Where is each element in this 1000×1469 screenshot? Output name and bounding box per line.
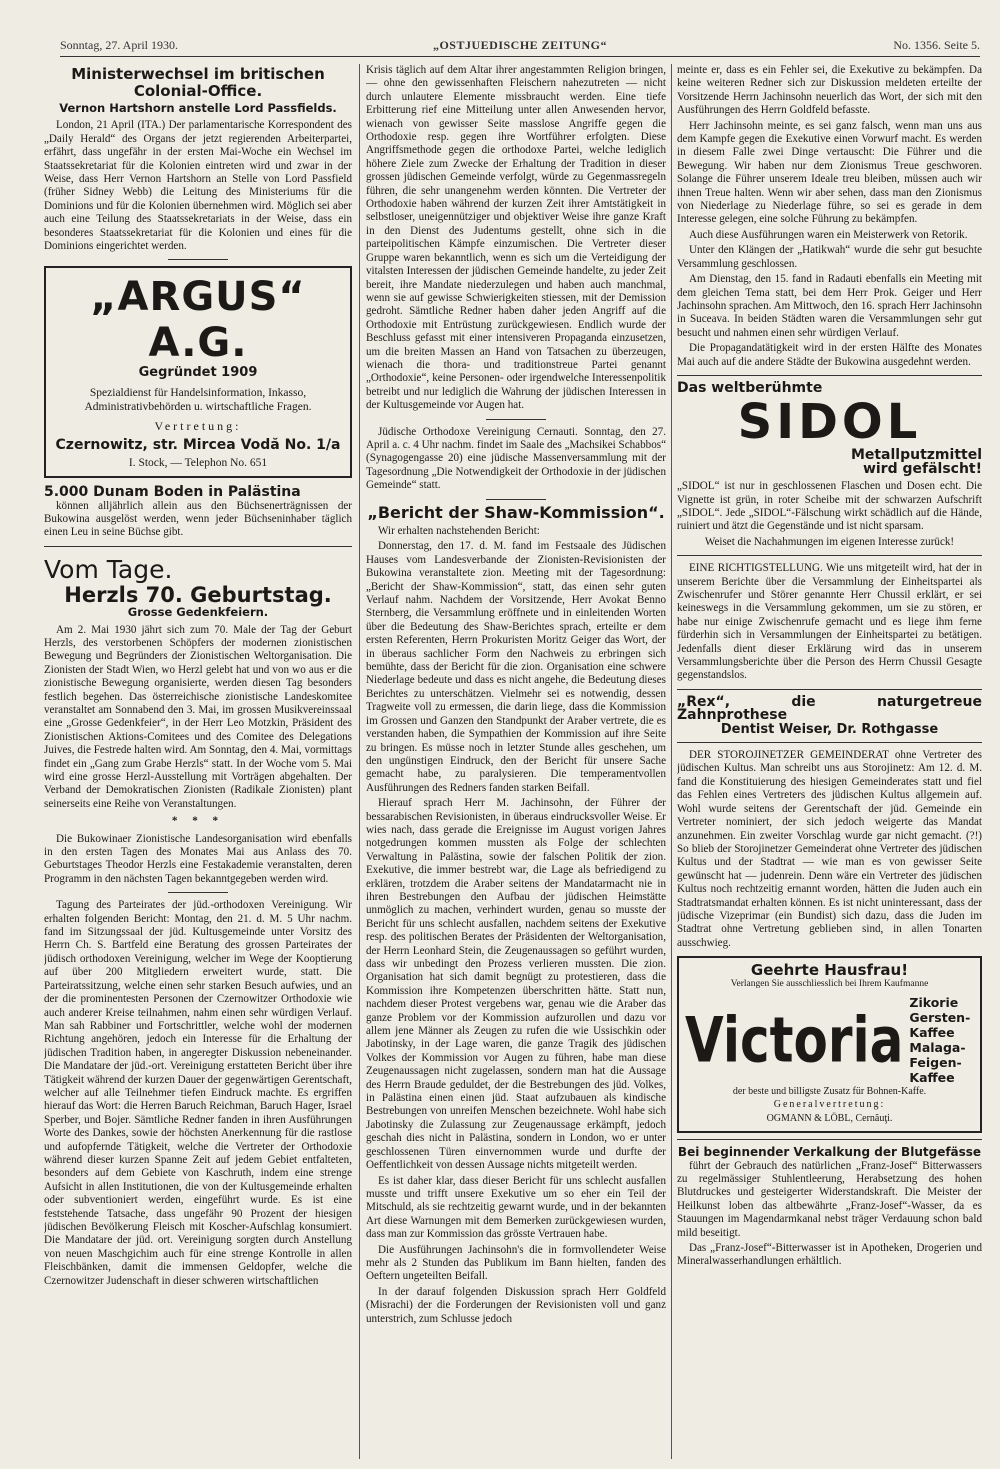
ad-subtitle: Dentist Weiser, Dr. Rothgasse (720, 721, 939, 737)
ad-body: Das „Franz-Josef“-Bitterwasser ist in Apotheken, Drogerien und Mineralwasserhandlungen erhältlich. (677, 1242, 982, 1268)
ad-warning: Weiset die Nachahmungen im eigenen Interesse zurück! (704, 535, 955, 548)
ad-body: führt der Gebrauch des natürlichen „Franz-Josef“ Bitterwassers zu regelmässiger Stuhlentleerung, Herabsetzung des hohen Blutdruckes und gesteigerter Widerstandskraft. Die Meister der Heilkunst loben das altbewährte „Franz-Josef“-Wasser, da es Stauungen im Magendarmkanal nebst träger Verdauung schon bald mild beseitigt. (677, 1159, 982, 1239)
article-body: Am Dienstag, den 15. fand in Radauti ebenfalls ein Meeting mit dem gleichen Tema statt, bei dem Herr Prok. Geiger und Herr Jachinsohn sprachen. Am Mittwoch, den 16. sprach Herr Jachinsohn in Suceava. In beiden Städten waren die Versammlungen sehr gut besucht und nahmen einen sehr würdigen Verlauf. (677, 273, 982, 339)
header-date: Sonntag, 27. April 1930. (60, 38, 179, 52)
separator (486, 419, 546, 420)
column-3 (677, 64, 982, 1459)
article-body: meinte er, dass es ein Fehler sei, die Exekutive zu bekämpfen. Da keine weiteren Redner sich zur Diskussion meldeten erteilte der Vorsitzende Herrn Jachinsohn neuerlich das Wort, der sich mit den Ausführungen des Herrn Goldfeld befasste. (677, 64, 982, 117)
column-2 (366, 64, 666, 1459)
article-body: Wir erhalten nachstehenden Bericht: (378, 525, 540, 537)
article-subheadline: Grosse Gedenkfeiern. (127, 605, 269, 620)
ad-headline: Geehrte Hausfrau! (750, 961, 909, 980)
notice-body: Jüdische Orthodoxe Vereinigung Cernauti. Sonntag, den 27. April a. c. 4 Uhr nachm. findet im Saale des „Machsikei Schabbos“ (Synagogengasse 20) eine jüdische Massenversammlung mit der Tagesordnung „Die Notwendigkeit der Orthodoxie in der jüdischen Gemeinde“ statt. (366, 425, 666, 492)
ad-description: der beste und billigste Zusatz für Bohnen-Kaffe. (732, 1085, 927, 1097)
article-body: Es ist daher klar, dass dieser Bericht für uns schlecht ausfallen musste und trifft unsere Exekutive um so eher ein Teil der Mitschuld, als sie rechtzeitig gewarnt wurde, und in der bekannten Art diese Warnungen mit dem Bemerken zurückgewiesen wurden, dass man zur Kommission das grösste Vertrauen habe. (366, 1174, 666, 1241)
article-body: Die Propagandatätigkeit wird in der ersten Hälfte des Monates Mai auch auf die andere Städte der Bukowina ausgedehnt werden. (677, 342, 982, 368)
separator (168, 892, 228, 893)
ad-subtitle: Metallputzmittel (850, 447, 982, 464)
ad-phone: I. Stock, — Telephon No. 651 (128, 456, 268, 469)
section-title: Vom Tage. (44, 554, 173, 584)
article-headline: Ministerwechsel im britischen Colonial-Office. (71, 65, 325, 100)
notice-headline: 5.000 Dunam Boden in Palästina (44, 484, 301, 501)
argus-ad (44, 266, 352, 478)
article-body: London, 21 April (ITA.) Der parlamentarische Korrespondent des „Daily Herald“ des Organs der jetzt regierenden Arbeiterpartei, erfährt, dass ungefähr in der ersten Mai-Woche ein Wechsel im Staatssekretariat für die Kolonien eintreten wird und zwar in der Weise, dass Herr Vernon Hartshorn an Stelle von Lord Passfield (früher Sidney Webb) die Leitung des Ministeriums für die Dominions und für die Kolonien übernehmen wird. Möglich sei aber auch eine Teilung des Staatssekretariats in der Weise, dass ein besonderes Staatssekretariat für die Kolonien und eines für die Dominions eingerichtet werden. (44, 119, 352, 253)
article-body: Die Bukowinaer Zionistische Landesorganisation wird ebenfalls in den ersten Tagen des Monates Mai aus Anlass des 70. Geburtstages Theodor Herzls eine Festakademie veranstalten, deren Programm in den nächsten Tagen bekanntgegeben werden wird. (44, 832, 352, 885)
separator (44, 546, 352, 547)
article-body: Hierauf sprach Herr M. Jachinsohn, der Führer der bessarabischen Revisionisten, in überaus eindrucksvoller Weise. Er wies nach, dass gerade die Ereignisse im August vorigen Jahres notgedrungen kommen mussten als Folge der schlechten Verwaltung in Palästina, sowie der falschen Politik der zion. Exekutive, die immer bestrebt war, die Lage als befriedigend zu erklären, trotzdem die Araber seitens der Mandatarmacht nie in ihren Bestrebungen den Aufbau der jüdischen Heimstätte unmöglich zu machen, verhindert wurden, genau so musste der Bericht für uns schlecht ausfallen, nachdem seitens der Exekutive resp. des politischen Berates der Präsidenten der Weltorganisation, der Herrn Leonhard Stein, die Zeugenaussagen so geführt wurden, dass wir unbedingt den Prozess verlieren mussten. Die zion. Organisation hat sich damit begnügt zu protestieren, dass die Kommission ihre Kompetenzen überschritten hätte. Statt nun, nachdem dieser Protest vergebens war, genau wie die Araber das ganze Problem vor der Kommission aufzurollen und dazu vor allem jene Männer als Zeugen zu rufen die wie Ussischkin oder Jabotinsky, in der Lage waren, die ganze Tragik des jüdischen Volkes der Kommission vor Augen zu führen, habe man diese Zeugenaussagen nicht zugelassen, sondern man hat die Aussage des Herrn Braude geduldet, der die Bestrebungen des jüd. Volkes, in Palästina einen einen jüd. Staat aufzubauen als kindische Bestrebungen von unreifen Menschen bezeichnete. Wohl habe sich Jabotinsky die Zulassung zur Zeugenaussage erkämpft, jedoch geschah dies nicht in Palästina, sondern in London, wo er unter geschlossenen Türen einvernommen wurde und durfte der Oeffentlichkeit von dessen Aussage nichts mitgeteilt werden. (366, 797, 666, 1172)
separator (677, 689, 982, 690)
notice-body: EINE RICHTIGSTELLUNG. Wie uns mitgeteilt wird, hat der in unserem Berichte über die Versammlung der Einheitspartei als Zwischenrufer und Störer genannte Herr Chussil erklärt, er sei keineswegs in die Versammlung gekommen, um sie zu stören, er habe nur einige Zwischenrufe gemacht und es liege ihm ferne fürderhin sich in Versammlungen der Einheitspartei zu betätigen. Jedenfalls dient dieser Erklärung wird das in unserem Versammlungsberichte über die Person des Herrn Chussil Gesagte gegenstandslos. (677, 562, 982, 682)
ad-headline: Bei beginnender Verkalkung der Blutgefässe (677, 1145, 982, 1160)
separator (677, 1139, 982, 1140)
product-name: Zikorie (909, 994, 959, 1010)
article-body: DER STOROJINETZER GEMEINDERAT ohne Vertreter des jüdischen Kultus. Man schreibt uns aus Storojinetz: Am 12. d. M. fand die Konstituierung des hiesigen Gemeinderates statt und fiel das Fehlen eines Vertreters des jüdischen Kultus allgemein auf. Wohl wurde seitens der Gerentschaft der jüd. Gemeinde ein Vertreter nominiert, der sich jedoch weigerte das Mandat anzunehmen. Ein zweiter Vorschlag wurde gar nicht gemacht. (?!) So blieb der Storojinetzer Gemeinderat ohne Vertreter des jüdischen Kultus und der Stadtrat — wie man es von gewisser Seite gewünscht hat — judenrein. Denn wäre ein Vertreter des jüdischen Kultus noch rechtzeitig ernannt worden, hätten die Juden auch ein Stadtratsmandat erhalten können. Es ist nicht uninteressant, dass der jüdische Vizeprimar (ein Bundist) sich dazu, dass die Juden im Stadtrat ohne Vertretung geblieben sind, in allen Tonarten ausschwieg. (677, 749, 982, 949)
article-headline: Herzls 70. Geburtstag. (64, 582, 332, 607)
separator (486, 499, 546, 500)
article-body: In der darauf folgenden Diskussion sprach Herr Goldfeld (Misrachi) der die Forderungen der Revisionisten voll und ganz unterstrich, zum Schlusse jedoch (366, 1285, 666, 1325)
product-name: Malaga-Feigen-Kaffee (909, 1039, 966, 1085)
column-1 (44, 64, 352, 1459)
column-divider (359, 64, 360, 1459)
separator (677, 742, 982, 743)
article-body: Unter den Klängen der „Hatikwah“ wurde die sehr gut besuchte Versammlung geschlossen. (677, 244, 982, 270)
article-body: Tagung des Parteirates der jüd.-orthodoxen Vereinigung. Wir erhalten folgenden Bericht: Montag, den 21. d. M. 5 Uhr nachm. fand im Sitzungssaal der jüd. Kultusgemeinde unter Vorsitz des Herrn Ch. S. Bartfeld eine Beratung des grossen Parteirates der jüdisch orthodoxen Vereinigung, welcher im Wege der Kooptierung auf über 200 Mitgliedern erweitert wurde, statt. Die Parteiratssitzung, welche einen sehr starken Besuch aufwies, und an der die prominentesten Personen der Czernowitzer Orthodoxie wie auch anderer Kreise teilnahmen, nahm einen sehr würdigen Verlauf. Man sah Rabbiner und Fortschrittler, welche wohl der modernen Richtung angehören, jedoch ein Interesse für die Erhaltung der jüdischen Tradition haben, in angeregter Diskussion nebeneinander. Die Mandatare der jüd.-ort. Vereinigung erstatteten Bericht über ihre Tätigkeit während der kurzen Dauer der gegenwärtigen Gerentschaft, welcher auf alle Teilnehmer tiefen Eindruck machte. Es ergriffen hierauf das Wort: die Herren Baruch Reichman, Baruch Hager, Israel Sperber, und Bojer. Sämtliche Redner fanden in ihren Ausführungen Worte des Dankes, sowie der höchsten Anerkennung für die rastlose und aufopfernde Tätigkeit, welche die Vertreter der Orthodoxie während dieser kurzen Spanne Zeit auf jedem Gebiet entfalteten, besonders auf dem Gebiete von Kaschruth, indem eine strenge Aufsicht in allen Institutionen, die von der Kultusgemeinde erhalten oder subventioniert werden, eingeführt wurde. Es ist eine feststehende Tatsache, dass ungefähr 90 Prozent der hiesigen jüdischen Bevölkerung Fleisch mit Koscher-Aufschlag konsumiert. Die Mandatare der jüd. ort. Vereinigung sorgten durch Anstellung von neuen Maschgichim auch für eine strenge Kontrolle in allen Fleischbänken, damit die immensen Geldopfer, welche die Czernowitzer Judenschaft in dieser schweren wirtschaftlichen (44, 899, 352, 1287)
header-issue: No. 1356. Seite 5. (893, 38, 980, 52)
ad-headline: „Rex“, die naturgetreue Zahnprothese (677, 693, 982, 724)
column-divider (671, 64, 672, 1459)
separator (677, 555, 982, 556)
article-body: Auch diese Ausführungen waren ein Meisterwerk von Retorik. (689, 228, 968, 241)
header-title: „OSTJUEDISCHE ZEITUNG“ (432, 38, 608, 52)
ad-brand-row (685, 995, 974, 1085)
article-subheadline: Vernon Hartshorn anstelle Lord Passfields. (59, 101, 337, 115)
article-body: Donnerstag, den 17. d. M. fand im Festsaale des Jüdischen Hauses vom Landesverbande der Zionisten-Revisionisten der Bukowina veranstaltete zion. Meeting mit der Tagesordnung: „Bericht der Shaw-Kommission“, statt, das einen sehr guten Verlauf nahm. Nachdem der Vorsitzende, Herr Avokat Benno Sternberg, die Versammlung eröffnete und in einleitenden Worten über die Bedeutung des Shaw-Berichtes sprach, erteilte er dem ersten Referenten, Herrn Prokuristen Moritz Geiger das Wort, der in überaus sachlicher Form den Nachweis zu erbringen sich bemühte, dass der Bericht für die zion. Organisation eine schwere Niederlage bedeute und dass es nicht angehe, die Bedeutung dieses Berichtes zu unterschätzen. Vielmehr sei es notwendig, dessen Tragweite voll zu ermessen, die darin liege, dass die Kommission im Grossen und Ganzen den Standpunkt der Araber vertrete, die es verstanden haben, die Sympathien der Kommission auf ihre Seite zu bringen. Es müsse noch in letzter Stunde alles geschehen, um den ungünstigen Eindruck, den der Bericht für unsere Sache gemacht habe, zu paralysieren. Die temperamentvollen Ausführungen des Redners fanden starken Beifall. (366, 540, 666, 794)
ad-subtitle: Verlangen Sie ausschliesslich bei Ihrem Kaufmanne (730, 978, 929, 989)
ad-products (909, 995, 974, 1085)
separator (168, 259, 228, 260)
article-body: Krisis täglich auf dem Altar ihrer angestammten Religion bringen, — ohne den gewissenhaften Fleischern nahezutreten — nicht durch unlautere Elemente missbraucht werden. Eine tiefe Erbitterung rief eine Mitteilung unter allen Anwesenden hervor, wienach von gewisser Seite masslose Angriffe gegen die Orthodoxie resp. gegen ihre Wortführer erfolgten. Diese Angriffsmethode gegen die orthodoxe Partei, welche lediglich höhere Ziele zum Zwecke der Erhaltung der Tradition in dieser grossen jüdischen Gemeinde verfolgt, würde zu Gegenmassregeln führen, die sehr unangenehm werden könnten. Die Vertreter der Orthodoxie haben während der kurzen Zeit ihrer Amtstätigkeit in selbstloser, uneigennütziger und objektiver Weise ihre ganze Kraft in den Dienst des Judentums gestellt, ohne sich in die parteipolitischen Kämpfe einzumischen. Die Vertreter dieser Gruppe waren bekanntlich, wenn es sich um die Verteidigung der vitalsten Interessen der jüdischen Gemeinde handelte, zu jeder Zeit bereit, ihre Mandate niederzulegen und haben auch manchmal, wenn sie auf gewisse Schwierigkeiten stiessen, mit der Demission gedroht. Sämtliche Redner haben daher jeden Angriff auf die Orthodoxie mit Entrüstung zurückgewiesen. Endlich wurde der Beschluss gefasst mit einer intensiveren Propaganda einzusetzen, um die breiten Massen an Hand von Tatsachen zu überzeugen, wienach die thora- und traditionstreue Partei genannt „Orthodoxie“, keine Personen- oder irgendwelche Interessenpolitik betreibt und nur lediglich die Wahrung der jüdischen Interessen in der Kultusgemeinde vor Augen hat. (366, 64, 666, 412)
ad-body: „SIDOL“ ist nur in geschlossenen Flaschen und Dosen echt. Die Vignette ist grün, in roter Scheibe mit der schwarzen Aufschrift „SIDOL“. Jede „SIDOL“-Fälschung wirkt schädlich auf die Hände, ruiniert und ätzt die Gegenstände und ist nicht sparsam. (677, 480, 982, 533)
article-body: Herr Jachinsohn meinte, es sei ganz falsch, wenn man uns aus dem Kampfe gegen die Exekutive einen Vorwurf macht. Es werden in diesem Falle zwei Dinge vertauscht: Die Führer und die Bewegung. Wir haben nur dem Zionismus Treue geschworen. Solange die Führer unserem Ideale treu bleiben, müssen auch wir ihnen Treue halten. Wenn wir aber sehen, dass man den Zionismus von Niederlage zu Niederlage führe, so sei es gerade in dem Interesse gelegen, eine solche Führung zu bekämpfen. (677, 119, 982, 226)
page-header (60, 38, 980, 57)
article-body: Die Ausführungen Jachinsohn's die in formvollendeter Weise mehr als 2 Stunden das Publikum im Bann hielten, fanden des Oeftern ungeteilten Beifall. (366, 1243, 666, 1283)
article-headline: „Bericht der Shaw-Kommission“. (367, 502, 665, 522)
ad-description: Spezialdienst für Handelsinformation, Inkasso, Administrativbehörden u. wirtschaftliche Fragen. (84, 386, 312, 413)
ad-subtitle: wird gefälscht! (862, 460, 982, 477)
ad-logo: SIDOL (737, 394, 922, 451)
separator-stars: * * * (171, 815, 225, 828)
ad-logo: Victoria (685, 1003, 904, 1077)
ad-top-line: Das weltberühmte (677, 379, 823, 396)
ad-title: „ARGUS“ A.G. (90, 274, 306, 367)
ad-representation: Generalvertretung: (773, 1099, 886, 1111)
victoria-ad (677, 956, 982, 1133)
ad-representation: Vertretung: (154, 418, 242, 433)
notice-body: können alljährlich allein aus den Büchsenerträgnissen der Bukowina ausgelöst werden, wenn jeder Büchseninhaber täglich einen Leu in seine Büchse gibt. (44, 499, 352, 539)
ad-firm: OGMANN & LÖBL, Cernăuţi. (766, 1112, 893, 1124)
ad-address: Czernowitz, str. Mircea Vodă No. 1/a (55, 437, 341, 454)
sidol-ad (677, 379, 982, 549)
product-name: Gersten-Kaffee (909, 1009, 971, 1040)
separator (677, 375, 982, 376)
article-body: Am 2. Mai 1930 jährt sich zum 70. Male der Tag der Geburt Herzls, des verstorbenen Schöpfers der modernen zionistischen Bewegung und Begründers der Zionistischen Weltorganisation. Die Zionisten der Stadt Wien, wo Herzl gelebt hat und von wo aus er die zionistische Bewegung organisierte, werden diesen Tag besonders festlich begehen. Das österreichische zionistische Landeskomitee veranstaltet am Sonnabend den 3. Mai, im grossen Musikvereinssaal eine „Grosse Gedenkfeier“, in der Herr Leo Motzkin, Präsident des Zionistischen Aktions-Comitees und des Comitee des Delegations Juives, die Festrede halten wird. Am Sonntag, den 4. Mai, vormittags findet ein „Gang zum Grabe Herzls“ statt. In der Woche vom 5. Mai wird eine grosse Herzl-Ausstellung mit Vorträgen abgehalten. Der Verband der Demokratischen Zionisten (Radikale Zionisten) plant seinerseits eine Reihe von Veranstaltungen. (44, 623, 352, 810)
ad-founded: Gegründet 1909 (138, 365, 258, 381)
